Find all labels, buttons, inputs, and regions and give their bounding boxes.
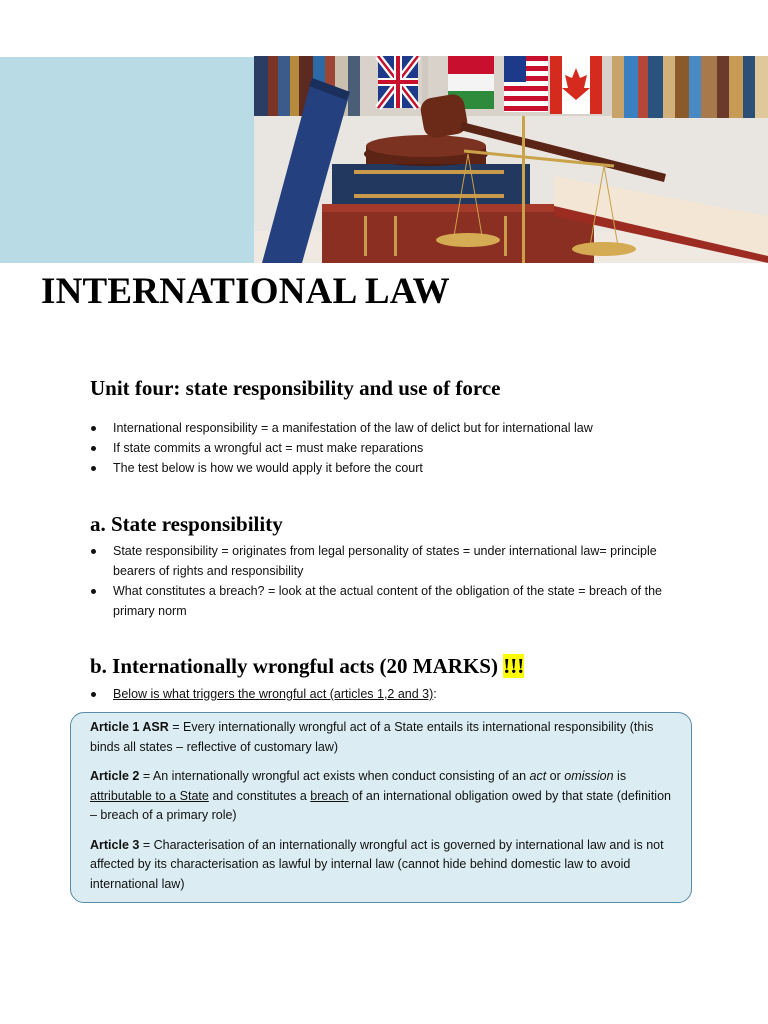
list-item: What constitutes a breach? = look at the actual content of the obligation of the state = breach of the primary norm bbox=[90, 581, 690, 621]
list-item: International responsibility = a manifestation of the law of delict but for international law bbox=[90, 418, 690, 438]
section-b-bullet-list bbox=[90, 684, 690, 704]
exclamation-highlight: !!! bbox=[503, 654, 525, 678]
section-a-bullet-list bbox=[90, 541, 690, 621]
articles-callout-box bbox=[70, 712, 692, 903]
article-3-paragraph: Article 3 = Characterisation of an internationally wrongful act is governed by international law and is not affected by its characterisation as lawful by internal law (cannot hide behind domestic law to avoid international law) bbox=[90, 837, 664, 891]
law-books-gavel-image bbox=[254, 56, 768, 263]
canada-flag-icon bbox=[550, 56, 602, 114]
breach-text: breach bbox=[310, 788, 349, 803]
document-title: INTERNATIONAL LAW bbox=[41, 271, 450, 312]
unit-bullet-list bbox=[90, 418, 690, 478]
section-a-heading: a. State responsibility bbox=[90, 512, 283, 536]
list-item: The test below is how we would apply it before the court bbox=[90, 458, 690, 478]
article-1-paragraph: Article 1 ASR = Every internationally wrongful act of a State entails its international responsibility (this binds all states – reflective of customary law) bbox=[90, 720, 654, 754]
unit-heading: Unit four: state responsibility and use of force bbox=[90, 376, 501, 400]
list-item: Below is what triggers the wrongful act (articles 1,2 and 3): bbox=[90, 684, 690, 704]
section-b-heading bbox=[90, 654, 524, 679]
article-3-label: Article 3 bbox=[90, 837, 140, 852]
wrongful-act-trigger-text: Below is what triggers the wrongful act (articles 1,2 and 3) bbox=[113, 687, 434, 701]
attributable-text: attributable to a State bbox=[90, 788, 209, 803]
banner-color-block bbox=[0, 57, 254, 263]
list-item: State responsibility = originates from legal personality of states = under international law= principle bearers of rights and responsibility bbox=[90, 541, 690, 581]
article-1-label: Article 1 ASR bbox=[90, 720, 169, 734]
article-2-paragraph: Article 2 = An internationally wrongful act exists when conduct consisting of an act or omission is attributable to a State and constitutes a breach of an international obligation owed by that state (definition – breach of a primary role) bbox=[90, 769, 671, 822]
uk-flag-icon bbox=[378, 56, 418, 108]
list-item: If state commits a wrongful act = must make reparations bbox=[90, 438, 690, 458]
banner-photo bbox=[254, 56, 768, 263]
section-b-heading-text: b. Internationally wrongful acts (20 MARKS) bbox=[90, 654, 504, 678]
article-2-label: Article 2 bbox=[90, 769, 140, 783]
us-flag-icon bbox=[504, 56, 548, 112]
